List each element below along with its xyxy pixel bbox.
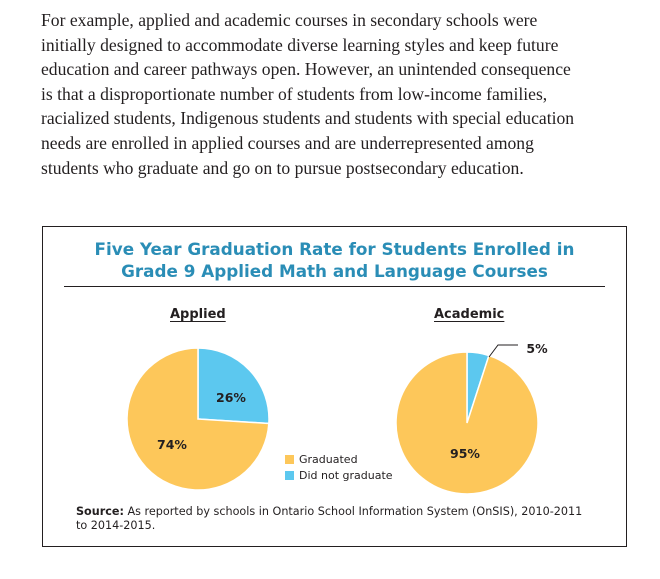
source-label: Source: [76, 505, 124, 518]
paragraph-line: is that a disproportionate number of students from low-income families, [41, 83, 548, 104]
pie-label-applied-graduated: 74% [157, 437, 187, 452]
callout-line-academic [489, 345, 518, 357]
paragraph-line: racialized students, Indigenous students and students with special education [41, 108, 575, 129]
pie-label-academic-did-not-graduate: 5% [526, 341, 548, 356]
legend-item-graduated [285, 451, 393, 467]
paragraph-line: initially designed to accommodate diverse learning styles and keep future [41, 34, 559, 55]
legend-swatch-did-not-graduate [285, 471, 294, 480]
chart-title-line: Five Year Graduation Rate for Students Enrolled in [94, 239, 575, 259]
applied-pie-title: Applied [170, 307, 226, 322]
chart-figure [42, 226, 627, 547]
paragraph-line: needs are enrolled in applied courses and are underrepresented among [41, 132, 534, 153]
chart-title-line: Grade 9 Applied Math and Language Courses [121, 261, 548, 281]
legend-item-did-not-graduate [285, 467, 393, 483]
paragraph-line: education and career pathways open. However, an unintended consequence [41, 59, 571, 80]
legend-label-graduated: Graduated [299, 452, 358, 466]
pie-slice-academic-graduated [396, 352, 538, 494]
source-text-line: As reported by schools in Ontario School Information System (OnSIS), 2010-2011 [127, 505, 583, 518]
source-note [76, 505, 596, 532]
pie-charts [43, 227, 628, 548]
paragraph-line: For example, applied and academic courses in secondary schools were [41, 10, 538, 30]
paragraph-line: students who graduate and go on to pursue postsecondary education. [41, 157, 524, 178]
source-text-line: to 2014-2015. [76, 518, 156, 532]
intro-paragraph [41, 8, 641, 180]
pie-slice-applied-did-not-graduate [198, 348, 269, 423]
pie-label-applied-did-not-graduate: 26% [216, 390, 246, 405]
academic-pie-title: Academic [434, 307, 505, 322]
legend-swatch-graduated [285, 455, 294, 464]
legend-label-did-not-graduate: Did not graduate [299, 468, 393, 482]
pie-label-academic-graduated: 95% [450, 446, 480, 461]
legend [285, 451, 393, 483]
